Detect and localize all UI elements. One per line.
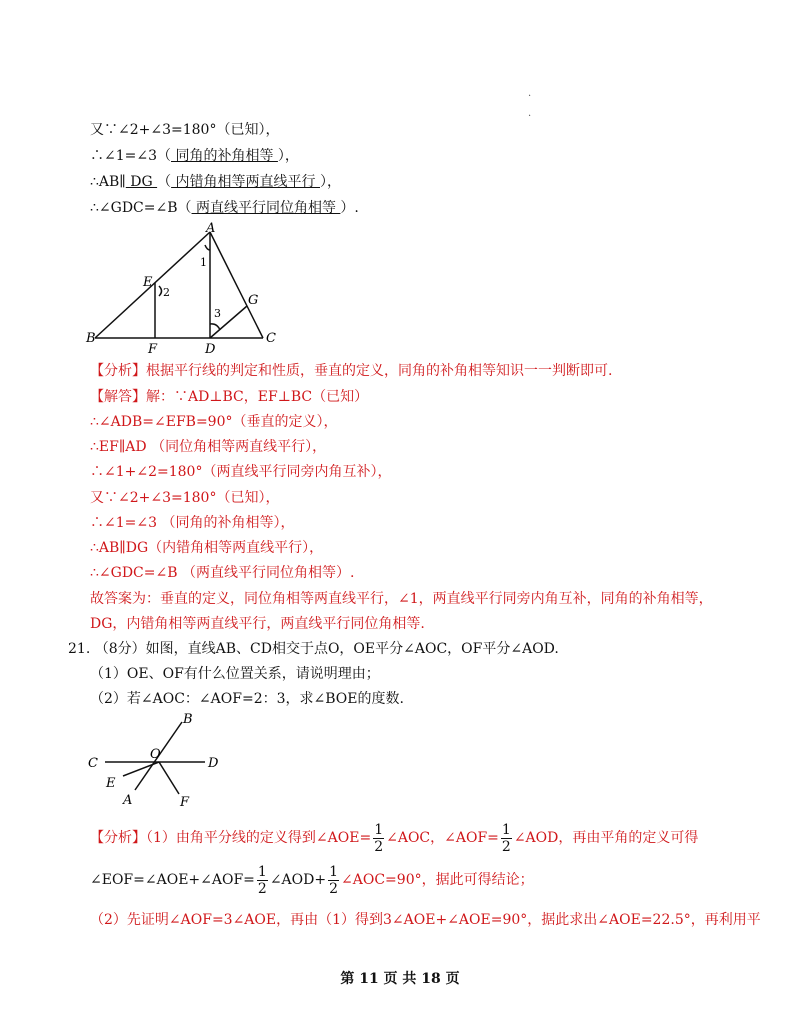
solution-line-1: 【解答】解：∵AD⊥BC，EF⊥BC（已知） (90, 389, 369, 405)
proof-text: （ (157, 174, 172, 190)
proof-line-3 (90, 172, 341, 192)
solution-line-8: ∴∠GDC=∠B （两直线平行同位角相等）. (90, 565, 355, 581)
label-B: B (86, 331, 96, 346)
proof-text: ）， (277, 148, 299, 164)
analysis-text: 【分析】（1）由角平分线的定义得到∠AOE= (90, 830, 372, 846)
angle-1-label: 1 (200, 256, 207, 269)
proof-line-2 (90, 146, 299, 166)
solution-line-2: ∴∠ADB=∠EFB=90°（垂直的定义）， (90, 414, 338, 430)
proof-text: ∴AB∥ (90, 174, 126, 190)
label-G: G (248, 293, 259, 308)
blank-answer: DG (125, 174, 158, 190)
solution-line-10: DG，内错角相等两直线平行，两直线平行同位角相等. (90, 616, 425, 632)
question-21-part2: （2）若∠AOC：∠AOF=2：3，求∠BOE的度数. (90, 691, 404, 707)
analysis-text: ∠AOD+ (269, 872, 327, 888)
label-E: E (143, 275, 153, 290)
solution-line-6: ∴∠1=∠3 （同角的补角相等）， (90, 515, 295, 531)
blank-answer: 内错角相等两直线平行 (171, 174, 320, 190)
proof-line-1: 又∵∠2+∠3=180°（已知）， (90, 122, 280, 138)
fraction-numerator: 1 (501, 821, 511, 838)
figure-intersecting-lines (85, 710, 230, 810)
proof-line-4 (90, 198, 359, 218)
fraction-denominator: 2 (329, 880, 339, 897)
fraction (501, 822, 512, 855)
fraction-numerator: 1 (374, 821, 384, 838)
analysis21-line-2 (90, 862, 534, 898)
proof-text: ）， (320, 174, 341, 190)
label-F: F (180, 795, 190, 810)
label-F: F (148, 342, 158, 355)
corner-mark: . (528, 88, 532, 99)
page-footer: 第 11 页 共 18 页 (340, 971, 460, 987)
solution-line-7: ∴AB∥DG（内错角相等两直线平行）， (90, 540, 324, 556)
fraction-denominator: 2 (257, 880, 267, 897)
label-B: B (183, 712, 193, 727)
corner-mark: . (528, 108, 532, 119)
solution-line-4: ∴∠1+∠2=180°（两直线平行同旁内角互补）， (90, 464, 392, 480)
proof-text: ）. (340, 200, 359, 216)
angle-2-label: 2 (163, 286, 170, 299)
fraction-denominator: 2 (501, 838, 511, 855)
figure-triangle (85, 220, 285, 355)
fraction-denominator: 2 (374, 838, 384, 855)
label-E: E (106, 776, 116, 791)
blank-answer: 两直线平行同位角相等 (191, 200, 341, 216)
fraction (328, 864, 339, 897)
solution-line-5: 又∵∠2+∠3=180°（已知）， (90, 490, 280, 506)
fraction (257, 864, 268, 897)
fraction-numerator: 1 (329, 863, 339, 880)
label-C: C (266, 331, 276, 346)
analysis21-line-1 (90, 820, 698, 856)
blank-answer: 同角的补角相等 (171, 148, 278, 164)
analysis-text: ∠AOC=90°，据此可得结论； (341, 872, 534, 888)
label-C: C (88, 756, 98, 771)
question-21-stem: 21. （8分）如图，直线AB、CD相交于点O，OE平分∠AOC，OF平分∠AOD. (68, 641, 559, 657)
proof-text: ∴∠GDC=∠B（ (90, 200, 192, 216)
label-D: D (208, 756, 219, 771)
fraction (373, 822, 384, 855)
solution-line-3: ∴EF∥AD （同位角相等两直线平行）， (90, 439, 327, 455)
label-D: D (205, 342, 216, 355)
solution-line-9: 故答案为：垂直的定义，同位角相等两直线平行，∠1，两直线平行同旁内角互补，同角的补角相等， (90, 591, 713, 607)
angle-3-label: 3 (214, 307, 221, 320)
analysis-text: ∠AOD，再由平角的定义可得 (513, 830, 699, 846)
label-A: A (206, 221, 216, 236)
analysis21-line-3: （2）先证明∠AOF=3∠AOE，再由（1）得到3∠AOE+∠AOE=90°，据此求出∠AOE=22.5°，再利用平 (90, 912, 761, 928)
analysis-text: ∠AOC，∠AOF= (386, 830, 499, 846)
proof-text: ∴∠1=∠3（ (90, 148, 172, 164)
label-A: A (123, 793, 133, 808)
label-O: O (150, 747, 161, 762)
analysis-text: ∠EOF=∠AOE+∠AOF= (90, 872, 255, 888)
question-21-part1: （1）OE、OF有什么位置关系，请说明理由； (90, 666, 380, 682)
fraction-numerator: 1 (257, 863, 267, 880)
analysis-text: 【分析】根据平行线的判定和性质，垂直的定义，同角的补角相等知识一一判断即可. (90, 363, 613, 379)
